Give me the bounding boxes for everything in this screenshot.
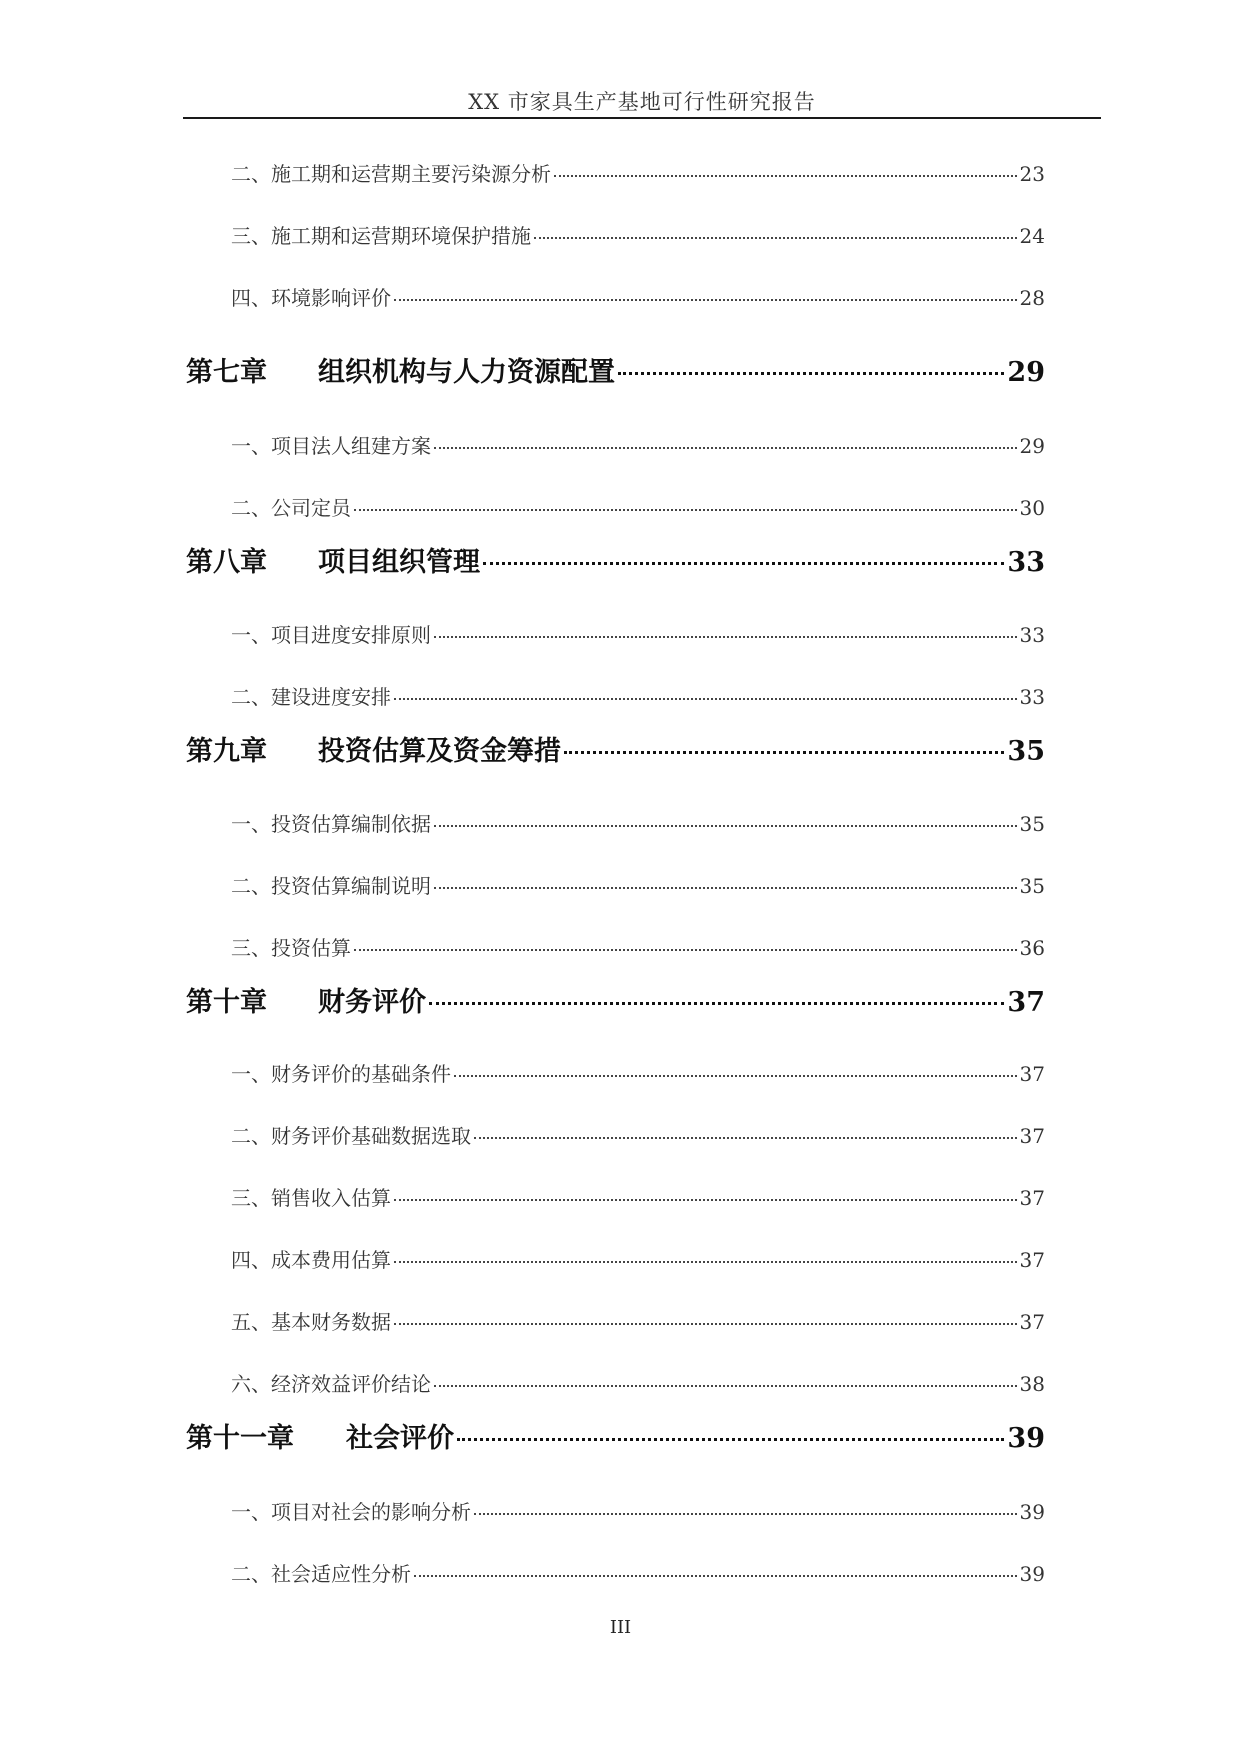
dot-leader xyxy=(394,299,1017,301)
toc-entry-section[interactable] xyxy=(231,220,1045,249)
chapter-number: 第七章 xyxy=(186,357,267,388)
toc-entry-section[interactable] xyxy=(231,1496,1045,1525)
toc-entry-section[interactable] xyxy=(231,681,1045,710)
toc-entry-page: 35 xyxy=(1019,874,1045,898)
toc-entry-title: 投资估算编制依据 xyxy=(271,812,431,836)
toc-entry-page: 33 xyxy=(1019,685,1045,709)
toc-entry-section[interactable] xyxy=(231,430,1045,459)
chapter-title: 项目组织管理 xyxy=(318,547,480,578)
toc-entry-page: 37 xyxy=(1019,1310,1045,1334)
chapter-number: 第九章 xyxy=(186,736,267,767)
toc-entry-title: 基本财务数据 xyxy=(271,1310,391,1334)
toc-entry-title: 销售收入估算 xyxy=(271,1186,391,1210)
dot-leader xyxy=(474,1137,1017,1139)
toc-entry-page: 29 xyxy=(1019,434,1045,458)
toc-entry-number: 五、 xyxy=(231,1310,271,1334)
dot-leader xyxy=(414,1575,1017,1577)
chapter-number: 第十章 xyxy=(186,987,267,1018)
toc-entry-title: 投资估算编制说明 xyxy=(271,874,431,898)
toc-entry-title: 公司定员 xyxy=(271,496,351,520)
toc-entry-title: 财务评价的基础条件 xyxy=(271,1062,451,1086)
toc-entry-title: 投资估算 xyxy=(271,936,351,960)
chapter-title: 投资估算及资金筹措 xyxy=(318,736,561,767)
toc-entry-number: 四、 xyxy=(231,1248,271,1272)
dot-leader xyxy=(434,825,1017,827)
toc-entry-chapter[interactable] xyxy=(186,729,1045,768)
toc-entry-title: 建设进度安排 xyxy=(271,685,391,709)
toc-entry-title: 施工期和运营期环境保护措施 xyxy=(271,224,531,248)
toc-entry-number: 一、 xyxy=(231,1500,271,1524)
dot-leader xyxy=(554,175,1017,177)
toc-entry-number: 四、 xyxy=(231,286,271,310)
dot-leader xyxy=(564,751,1004,754)
toc-entry-section[interactable] xyxy=(231,1120,1045,1149)
toc-entry-chapter[interactable] xyxy=(186,980,1045,1019)
toc-entry-page: 28 xyxy=(1019,286,1045,310)
chapter-page: 33 xyxy=(1007,547,1045,578)
dot-leader xyxy=(454,1075,1017,1077)
chapter-page: 39 xyxy=(1007,1423,1045,1454)
toc-entry-page: 24 xyxy=(1019,224,1045,248)
dot-leader xyxy=(434,636,1017,638)
toc-entry-title: 项目法人组建方案 xyxy=(271,434,431,458)
page-number: III xyxy=(609,1617,632,1638)
toc-entry-page: 37 xyxy=(1019,1186,1045,1210)
toc-entry-title: 财务评价基础数据选取 xyxy=(271,1124,471,1148)
toc-entry-number: 一、 xyxy=(231,434,271,458)
toc-entry-page: 23 xyxy=(1019,162,1045,186)
toc-entry-page: 37 xyxy=(1019,1124,1045,1148)
toc-entry-section[interactable] xyxy=(231,808,1045,837)
dot-leader xyxy=(394,1323,1017,1325)
chapter-page: 37 xyxy=(1007,987,1045,1018)
dot-leader xyxy=(434,887,1017,889)
dot-leader xyxy=(434,1385,1017,1387)
toc-entry-section[interactable] xyxy=(231,492,1045,521)
dot-leader xyxy=(434,447,1017,449)
dot-leader xyxy=(394,1199,1017,1201)
toc-entry-page: 30 xyxy=(1019,496,1045,520)
dot-leader xyxy=(354,509,1017,511)
toc-entry-title: 施工期和运营期主要污染源分析 xyxy=(271,162,551,186)
toc-entry-section[interactable] xyxy=(231,1058,1045,1087)
toc-entry-number: 二、 xyxy=(231,685,271,709)
chapter-number: 第十一章 xyxy=(186,1423,294,1454)
toc-entry-number: 三、 xyxy=(231,1186,271,1210)
toc-entry-number: 三、 xyxy=(231,224,271,248)
dot-leader xyxy=(354,949,1017,951)
dot-leader xyxy=(534,237,1017,239)
toc-entry-page: 37 xyxy=(1019,1062,1045,1086)
toc-entry-number: 六、 xyxy=(231,1372,271,1396)
toc-entry-page: 39 xyxy=(1019,1562,1045,1586)
toc-entry-number: 二、 xyxy=(231,1124,271,1148)
toc-entry-page: 37 xyxy=(1019,1248,1045,1272)
toc-entry-section[interactable] xyxy=(231,932,1045,961)
toc-entry-section[interactable] xyxy=(231,1558,1045,1587)
toc-entry-section[interactable] xyxy=(231,1182,1045,1211)
toc-entry-section[interactable] xyxy=(231,1244,1045,1273)
toc-entry-page: 35 xyxy=(1019,812,1045,836)
toc-entry-section[interactable] xyxy=(231,870,1045,899)
toc-entry-page: 38 xyxy=(1019,1372,1045,1396)
toc-entry-number: 二、 xyxy=(231,162,271,186)
toc-entry-section[interactable] xyxy=(231,158,1045,187)
chapter-number: 第八章 xyxy=(186,547,267,578)
toc-entry-chapter[interactable] xyxy=(186,540,1045,579)
toc-entry-page: 33 xyxy=(1019,623,1045,647)
toc-entry-section[interactable] xyxy=(231,619,1045,648)
toc-entry-page: 39 xyxy=(1019,1500,1045,1524)
toc-entry-title: 项目进度安排原则 xyxy=(271,623,431,647)
dot-leader xyxy=(483,562,1004,565)
toc-entry-number: 二、 xyxy=(231,1562,271,1586)
toc-entry-title: 经济效益评价结论 xyxy=(271,1372,431,1396)
dot-leader xyxy=(457,1438,1004,1441)
toc-entry-chapter[interactable] xyxy=(186,1416,1045,1455)
toc-entry-number: 二、 xyxy=(231,496,271,520)
toc-entry-title: 社会适应性分析 xyxy=(271,1562,411,1586)
chapter-title: 组织机构与人力资源配置 xyxy=(318,357,615,388)
chapter-page: 29 xyxy=(1007,357,1045,388)
chapter-title: 社会评价 xyxy=(346,1423,454,1454)
toc-entry-number: 二、 xyxy=(231,874,271,898)
toc-entry-page: 36 xyxy=(1019,936,1045,960)
toc-entry-number: 一、 xyxy=(231,1062,271,1086)
toc-entry-number: 一、 xyxy=(231,812,271,836)
dot-leader xyxy=(474,1513,1017,1515)
toc-entry-section[interactable] xyxy=(231,1368,1045,1397)
dot-leader xyxy=(394,698,1017,700)
chapter-page: 35 xyxy=(1007,736,1045,767)
toc-entry-chapter[interactable] xyxy=(186,350,1045,389)
dot-leader xyxy=(429,1002,1004,1005)
dot-leader xyxy=(618,372,1004,375)
dot-leader xyxy=(394,1261,1017,1263)
toc-entry-number: 三、 xyxy=(231,936,271,960)
toc-entry-title: 环境影响评价 xyxy=(271,286,391,310)
toc-entry-number: 一、 xyxy=(231,623,271,647)
chapter-title: 财务评价 xyxy=(318,987,426,1018)
toc-entry-title: 项目对社会的影响分析 xyxy=(271,1500,471,1524)
document-title: XX 市家具生产基地可行性研究报告 xyxy=(468,90,816,114)
toc-entry-section[interactable] xyxy=(231,1306,1045,1335)
toc-entry-section[interactable] xyxy=(231,282,1045,311)
toc-entry-title: 成本费用估算 xyxy=(271,1248,391,1272)
